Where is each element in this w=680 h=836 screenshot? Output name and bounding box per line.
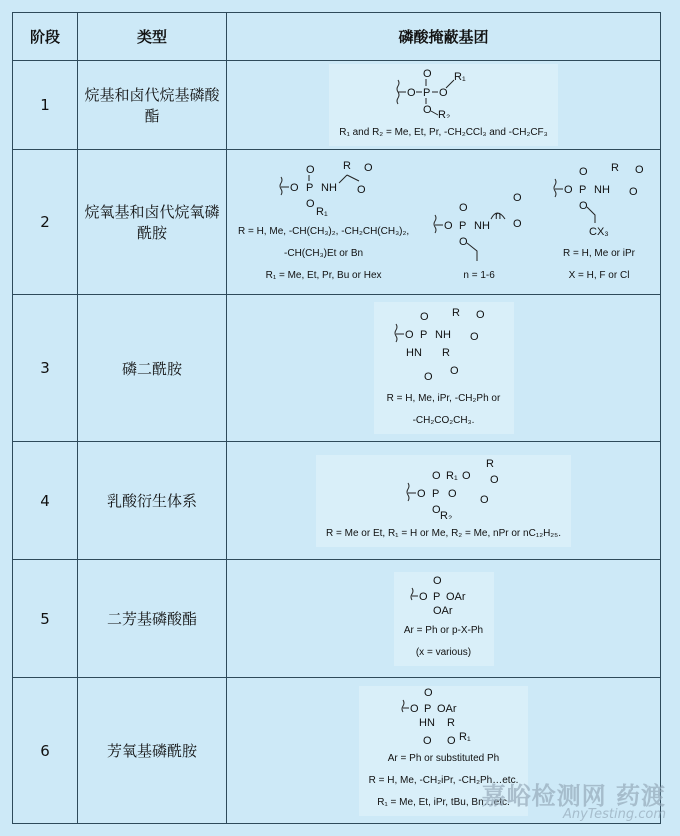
svg-text:NH: NH <box>434 329 451 341</box>
caption: R₁ = Me, Et, iPr, tBu, Bn…etc. <box>377 796 510 808</box>
stage-cell: 2 <box>13 150 78 295</box>
svg-text:O: O <box>406 87 416 99</box>
watermark-logo: 药渡 <box>616 782 666 810</box>
svg-text:R₂: R₂ <box>437 109 450 118</box>
svg-text:O: O <box>363 162 373 174</box>
caption: R = Me or Et, R₁ = H or Me, R₂ = Me, nPr or nC₁₂H₂₅. <box>326 527 561 539</box>
structure-panel <box>549 159 649 287</box>
caption: n = 1-6 <box>463 270 495 281</box>
watermark-url: AnyTesting.com <box>562 807 666 822</box>
phosphorodiamidate-structure <box>384 304 504 384</box>
svg-text:R: R <box>447 716 456 729</box>
svg-text:O: O <box>305 198 315 210</box>
type-cell: 烷基和卤代烷基磷酸酯 <box>78 61 227 150</box>
svg-text:NH: NH <box>594 184 610 196</box>
structure-panel <box>374 302 514 434</box>
svg-text:P: P <box>579 184 587 196</box>
phosphoramidate-chain-structure <box>429 181 529 261</box>
structure-panel <box>238 157 409 287</box>
svg-text:R₁: R₁ <box>446 469 459 482</box>
type-cell: 烷氧基和卤代烷氧磷酰胺 <box>78 150 227 295</box>
svg-text:O: O <box>410 702 420 715</box>
svg-text:O: O <box>404 329 414 341</box>
table-row <box>13 61 661 150</box>
svg-text:O: O <box>449 365 459 377</box>
type-cell: 磷二酰胺 <box>78 295 227 442</box>
svg-text:O: O <box>305 164 315 176</box>
svg-text:R: R <box>342 160 351 172</box>
caption: X = H, F or Cl <box>568 270 630 281</box>
header-type: 类型 <box>78 13 227 61</box>
svg-text:R: R <box>451 307 460 319</box>
svg-text:n: n <box>495 210 502 222</box>
svg-text:OAr: OAr <box>445 590 466 603</box>
phosphoramidate-structure <box>259 157 389 217</box>
svg-text:O: O <box>422 68 432 80</box>
svg-text:O: O <box>462 469 472 482</box>
svg-text:OAr: OAr <box>437 702 458 715</box>
prodrug-table <box>12 12 661 824</box>
caption: Ar = Ph or p-X-Ph <box>403 624 484 636</box>
phosphate-structure <box>384 66 504 118</box>
structure-panel <box>394 572 494 666</box>
svg-text:O: O <box>579 200 588 212</box>
svg-text:O: O <box>475 309 485 321</box>
caption: R₁ and R₂ = Me, Et, Pr, -CH₂CCl₃ and -CH₂CF₃ <box>339 127 548 138</box>
caption: Ar = Ph or substituted Ph <box>387 752 500 764</box>
structure-panel <box>316 455 571 547</box>
diaryl-phosphate-structure <box>404 574 484 616</box>
structure-panel <box>329 64 558 146</box>
svg-text:R₁: R₁ <box>453 71 466 83</box>
svg-text:R: R <box>441 347 450 359</box>
svg-text:P: P <box>432 590 440 603</box>
table-row <box>13 150 661 295</box>
stage-cell: 5 <box>13 560 78 678</box>
svg-text:O: O <box>432 503 442 516</box>
svg-text:OAr: OAr <box>432 604 453 616</box>
svg-text:P: P <box>459 220 467 232</box>
svg-text:O: O <box>356 184 366 196</box>
watermark-text: 嘉峪检测网 <box>481 782 607 810</box>
svg-text:R₁: R₁ <box>315 206 328 217</box>
haloalkyl-phosphoramidate-structure <box>549 159 649 239</box>
svg-text:O: O <box>447 734 457 744</box>
svg-text:O: O <box>417 487 427 500</box>
stage-cell: 4 <box>13 442 78 560</box>
caption: R = H, Me, -CH₂iPr, -CH₂Ph…etc. <box>368 774 519 786</box>
svg-text:P: P <box>305 182 313 194</box>
svg-text:HN: HN <box>419 716 436 729</box>
svg-text:O: O <box>432 574 442 587</box>
svg-text:P: P <box>419 329 427 341</box>
svg-text:O: O <box>289 182 299 194</box>
svg-text:O: O <box>459 236 468 248</box>
header-group: 磷酸掩蔽基团 <box>227 13 661 61</box>
svg-text:O: O <box>635 164 644 176</box>
svg-text:NH: NH <box>474 220 490 232</box>
caption: R = H, Me, iPr, -CH₂Ph or <box>386 393 501 404</box>
svg-text:P: P <box>424 702 432 715</box>
svg-text:R₁: R₁ <box>459 730 472 743</box>
structure-panel <box>429 181 529 287</box>
aryloxy-phosphoramidate-structure <box>393 688 493 744</box>
svg-text:O: O <box>422 104 432 116</box>
header-row <box>13 13 661 61</box>
svg-text:O: O <box>513 192 522 204</box>
svg-text:HN: HN <box>405 347 422 359</box>
stage-cell: 1 <box>13 61 78 150</box>
svg-text:O: O <box>418 590 428 603</box>
svg-text:O: O <box>423 371 433 383</box>
svg-text:O: O <box>438 87 448 99</box>
caption: -CH(CH₃)Et or Bn <box>284 248 364 259</box>
svg-text:O: O <box>459 202 468 214</box>
table-row <box>13 560 661 678</box>
type-cell: 二芳基磷酸酯 <box>78 560 227 678</box>
header-stage: 阶段 <box>13 13 78 61</box>
svg-text:O: O <box>469 331 479 343</box>
svg-text:O: O <box>432 469 442 482</box>
table-row <box>13 442 661 560</box>
svg-text:O: O <box>490 473 500 486</box>
type-cell: 芳氧基磷酰胺 <box>78 678 227 824</box>
svg-text:R: R <box>611 162 619 174</box>
caption: R₁ = Me, Et, Pr, Bu or Hex <box>265 270 382 281</box>
svg-text:P: P <box>432 487 440 500</box>
svg-text:O: O <box>480 493 490 506</box>
caption: R = H, Me or iPr <box>563 248 635 259</box>
stage-cell: 3 <box>13 295 78 442</box>
svg-text:O: O <box>423 734 433 744</box>
stage-cell: 6 <box>13 678 78 824</box>
table-row <box>13 295 661 442</box>
svg-text:O: O <box>448 487 458 500</box>
svg-text:O: O <box>579 166 588 178</box>
svg-text:O: O <box>629 186 638 198</box>
svg-text:R₂: R₂ <box>440 509 453 519</box>
caption: (x = various) <box>415 646 472 658</box>
svg-text:O: O <box>444 220 453 232</box>
svg-text:O: O <box>513 218 522 230</box>
svg-text:R: R <box>486 457 495 470</box>
caption: -CH₂CO₂CH₃. <box>412 415 475 426</box>
svg-text:O: O <box>564 184 573 196</box>
svg-text:O: O <box>419 311 429 323</box>
svg-text:P: P <box>422 87 430 99</box>
lactate-structure <box>368 457 518 519</box>
svg-text:CX₃: CX₃ <box>589 226 609 238</box>
svg-text:O: O <box>424 687 434 699</box>
watermark <box>482 776 666 822</box>
svg-text:NH: NH <box>320 182 337 194</box>
caption: R = H, Me, -CH(CH₃)₂, -CH₂CH(CH₃)₂, <box>237 226 410 237</box>
type-cell: 乳酸衍生体系 <box>78 442 227 560</box>
